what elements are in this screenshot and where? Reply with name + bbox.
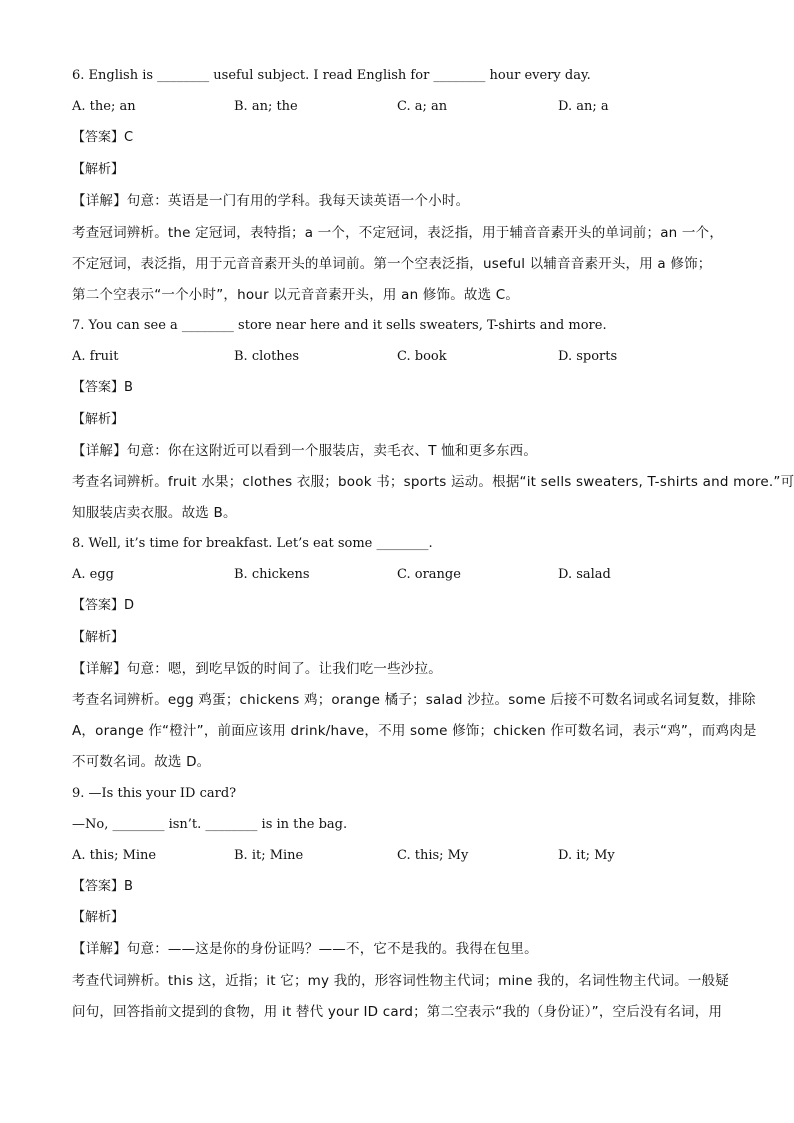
question-9-options — [72, 847, 732, 865]
question-9-detail: 【详解】句意：——这是你的身份证吗？——不，它不是我的。我得在包里。 — [72, 941, 538, 957]
question-9-answer: 【答案】B — [72, 879, 133, 894]
question-9-explanation-line: 问句，回答指前文提到的食物，用 it 替代 your ID card；第二空表示“我的（身份证）”，空后没有名词，用 — [72, 1004, 723, 1020]
question-6-detail: 【详解】句意：英语是一门有用的学科。我每天读英语一个小时。 — [72, 193, 470, 209]
option-c: C. book — [397, 349, 447, 364]
question-9-explanation-line: 考查代词辨析。this 这，近指；it 它；my 我的，形容词性物主代词；mine 我的，名词性物主代词。一般疑 — [72, 973, 729, 989]
question-9-stem-reply: —No, ________ isn’t. ________ is in the bag. — [72, 817, 348, 832]
question-6-analysis-title: 【解析】 — [72, 162, 125, 177]
option-d: D. it; My — [558, 848, 615, 863]
question-6-options — [72, 98, 732, 116]
question-8-detail: 【详解】句意：嗯，到吃早饭的时间了。让我们吃一些沙拉。 — [72, 661, 442, 677]
question-9-analysis-title: 【解析】 — [72, 910, 125, 925]
question-7-stem: 7. You can see a ________ store near here and it sells sweaters, T-shirts and more. — [72, 318, 607, 333]
option-c: C. a; an — [397, 99, 448, 114]
question-8-options — [72, 566, 732, 584]
question-7-answer: 【答案】B — [72, 380, 133, 395]
option-b: B. it; Mine — [234, 848, 304, 863]
question-9-stem: 9. —Is this your ID card? — [72, 786, 237, 801]
question-6-stem: 6. English is ________ useful subject. I read English for ________ hour every day. — [72, 68, 591, 83]
question-6-explanation-line: 第二个空表示“一个小时”，hour 以元音音素开头，用 an 修饰。故选 C。 — [72, 287, 520, 303]
question-8-analysis-title: 【解析】 — [72, 630, 125, 645]
question-7-explanation-line: 知服装店卖衣服。故选 B。 — [72, 505, 237, 521]
option-b: B. chickens — [234, 567, 310, 582]
option-a: A. egg — [72, 567, 114, 582]
question-6-answer: 【答案】C — [72, 130, 134, 145]
question-6-explanation-line: 考查冠词辨析。the 定冠词，表特指；a 一个，不定冠词，表泛指，用于辅音音素开头的单词前；an 一个， — [72, 225, 724, 241]
option-d: D. an; a — [558, 99, 609, 114]
option-b: B. an; the — [234, 99, 298, 114]
option-a: A. this; Mine — [72, 848, 157, 863]
option-a: A. fruit — [72, 349, 119, 364]
question-7-explanation-line: 考查名词辨析。fruit 水果；clothes 衣服；book 书；sports 运动。根据“it sells sweaters, T-shirts and more.”可 — [72, 474, 794, 490]
question-7-detail: 【详解】句意：你在这附近可以看到一个服装店，卖毛衣、T 恤和更多东西。 — [72, 443, 538, 459]
question-7-analysis-title: 【解析】 — [72, 412, 125, 427]
option-d: D. salad — [558, 567, 611, 582]
option-d: D. sports — [558, 349, 618, 364]
question-8-explanation-line: 不可数名词。故选 D。 — [72, 754, 211, 770]
question-8-answer: 【答案】D — [72, 598, 135, 613]
question-7-options — [72, 348, 732, 366]
option-c: C. orange — [397, 567, 461, 582]
question-8-explanation-line: 考查名词辨析。egg 鸡蛋；chickens 鸡；orange 橘子；salad 沙拉。some 后接不可数名词或名词复数，排除 — [72, 692, 756, 708]
option-c: C. this; My — [397, 848, 469, 863]
question-8-stem: 8. Well, it’s time for breakfast. Let’s eat some ________. — [72, 536, 433, 551]
option-b: B. clothes — [234, 349, 300, 364]
option-a: A. the; an — [72, 99, 136, 114]
question-8-explanation-line: A，orange 作“橙汁”，前面应该用 drink/have，不用 some 修饰；chicken 作可数名词，表示“鸡”，而鸡肉是 — [72, 723, 757, 739]
question-6-explanation-line: 不定冠词，表泛指，用于元音音素开头的单词前。第一个空表泛指，useful 以辅音音素开头，用 a 修饰； — [72, 256, 712, 272]
